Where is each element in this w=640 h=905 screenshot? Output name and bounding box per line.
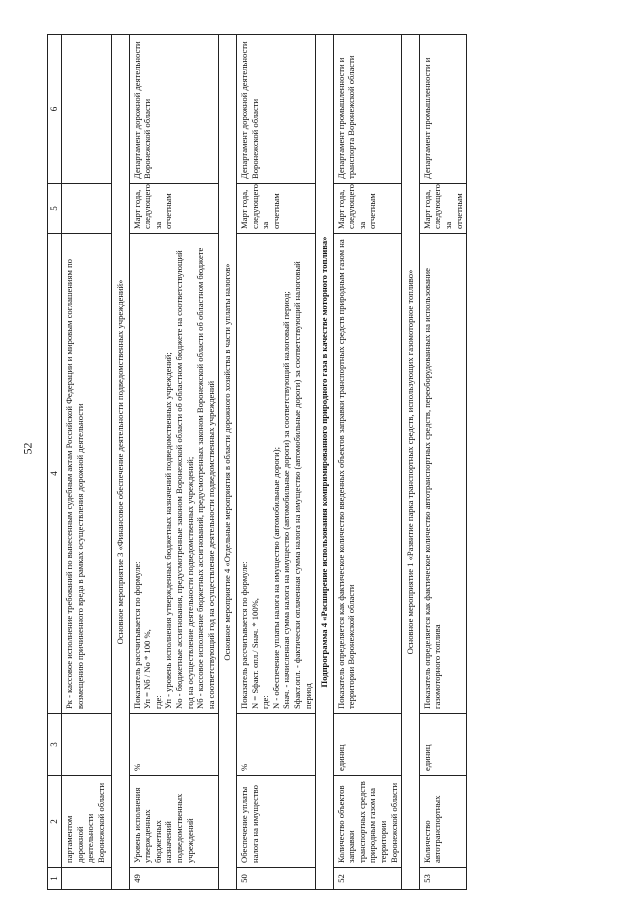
formula-line: Уп = Nб / Nо * 100 %, <box>142 629 153 709</box>
responsible: Департамент дорожной деятельности Воронежской области <box>236 35 315 184</box>
col-header-1: 1 <box>48 868 62 890</box>
formula-line: Показатель рассчитывается по формуле: <box>131 561 142 709</box>
row-number: 53 <box>419 868 466 890</box>
indicator-name: Количество объектов заправки транспортных средств природным газом на территории Воронежской области <box>333 776 402 868</box>
col-header-4: 4 <box>48 234 62 714</box>
table-row-53 <box>419 35 466 890</box>
indicator-name: партаментом дорожной деятельности Воронежской области <box>62 776 112 868</box>
formula-line: Рк - кассовое исполнение требований по вынесенным судебным актам Российской Федерации и мировым соглашениям по возмещению причиненного вреда в рамках осуществления дорожной деятельности <box>64 259 85 709</box>
formula-line: Показатель определяется как фактическое количество автотранспортных средств, переоборудованных на использование газомоторного топлива <box>421 268 443 709</box>
table-row-continued <box>62 35 112 890</box>
period <box>62 184 112 234</box>
unit: единиц <box>419 714 466 776</box>
formula-line: Sнач. - начисленная сумма налога на имущество (автомобильные дороги) за соответствующий налоговый период; <box>281 291 292 709</box>
indicator-name: Обеспечение уплаты налога на имущество <box>236 776 315 868</box>
row-number: 52 <box>333 868 402 890</box>
unit: % <box>236 714 315 776</box>
table-row-52 <box>333 35 402 890</box>
col-header-2: 2 <box>48 776 62 868</box>
subprogram-row <box>316 35 334 890</box>
section-row <box>219 35 237 890</box>
formula-line: Показатель рассчитывается по формуле: <box>238 561 249 709</box>
indicators-table <box>47 34 467 890</box>
subprogram-title: Подпрограмма 4 «Расширение использования компримированного природного газа в качестве моторного топлива» <box>316 35 334 890</box>
page-number: 52 <box>20 442 35 455</box>
formula <box>419 234 466 714</box>
indicator-name: Количество автотранспортных <box>419 776 466 868</box>
column-number-row <box>48 35 62 890</box>
col-header-6: 6 <box>48 35 62 184</box>
formula-line: где: <box>152 695 163 709</box>
unit: % <box>129 714 219 776</box>
formula <box>333 234 402 714</box>
col-header-5: 5 <box>48 184 62 234</box>
responsible <box>62 35 112 184</box>
table-row-49 <box>129 35 219 890</box>
formula-line: Nо - бюджетные ассигнования, предусмотренные законом Воронежской области об областном бюджете на соответствующий год на осуществление деятельности подведомственных учреждений; <box>173 250 195 709</box>
formula-line: Sфакт.опл. - фактически оплаченная сумма налога на имущество (автомобильные дороги) за соответствующий налоговый период <box>291 261 313 709</box>
period: Март года, следующего за отчетным <box>333 184 402 234</box>
indicator-name: Уровень исполнения утвержденных бюджетных назначений подведомственных учреждений <box>129 776 219 868</box>
formula-line: N - обеспечение уплаты налога на имущество (автомобильные дороги); <box>270 446 281 709</box>
period: Март года, следующего за отчетным <box>129 184 219 234</box>
row-number: 49 <box>129 868 219 890</box>
responsible: Департамент промышленности и <box>419 35 466 184</box>
formula-line: Nб - кассовое исполнение бюджетных ассигнований, предусмотренных законом Воронежской области об областном бюджете на соответствующий год на осуществление деятельности подведомственных учреждений <box>195 247 216 709</box>
formula <box>236 234 315 714</box>
section-row <box>112 35 130 890</box>
formula-line: N = Sфакт. опл./ Sнач. * 100%, <box>249 598 260 709</box>
section-row <box>402 35 420 890</box>
formula-line: где: <box>260 695 271 709</box>
col-header-3: 3 <box>48 714 62 776</box>
section-title: Основное мероприятие 3 «Финансовое обеспечение деятельности подведомственных учреждений» <box>112 35 130 890</box>
formula-line: Уп - уровень исполнения утвержденных бюджетных назначений подведомственных учреждений; <box>163 352 174 709</box>
row-number: 50 <box>236 868 315 890</box>
rotated-table-container <box>47 35 591 890</box>
responsible: Департамент промышленности и транспорта Воронежской области <box>333 35 402 184</box>
section-title: Основное мероприятие 1 «Развитие парка транспортных средств, использующих газомоторное топливо» <box>402 35 420 890</box>
section-title: Основное мероприятие 4 «Отдельные мероприятия в области дорожного хозяйства в части уплаты налогов» <box>219 35 237 890</box>
formula <box>62 234 112 714</box>
formula <box>129 234 219 714</box>
unit: единиц <box>333 714 402 776</box>
responsible: Департамент дорожной деятельности Воронежской области <box>129 35 219 184</box>
unit <box>62 714 112 776</box>
table-row-50 <box>236 35 315 890</box>
row-number <box>62 868 112 890</box>
period: Март года, следующего за отчетным <box>419 184 466 234</box>
formula-line: Показатель определяется как фактическое количество введенных объектов заправки транспортных средств природным газом на территории Воронежской области <box>335 239 357 709</box>
period: Март года, следующего за отчетным <box>236 184 315 234</box>
